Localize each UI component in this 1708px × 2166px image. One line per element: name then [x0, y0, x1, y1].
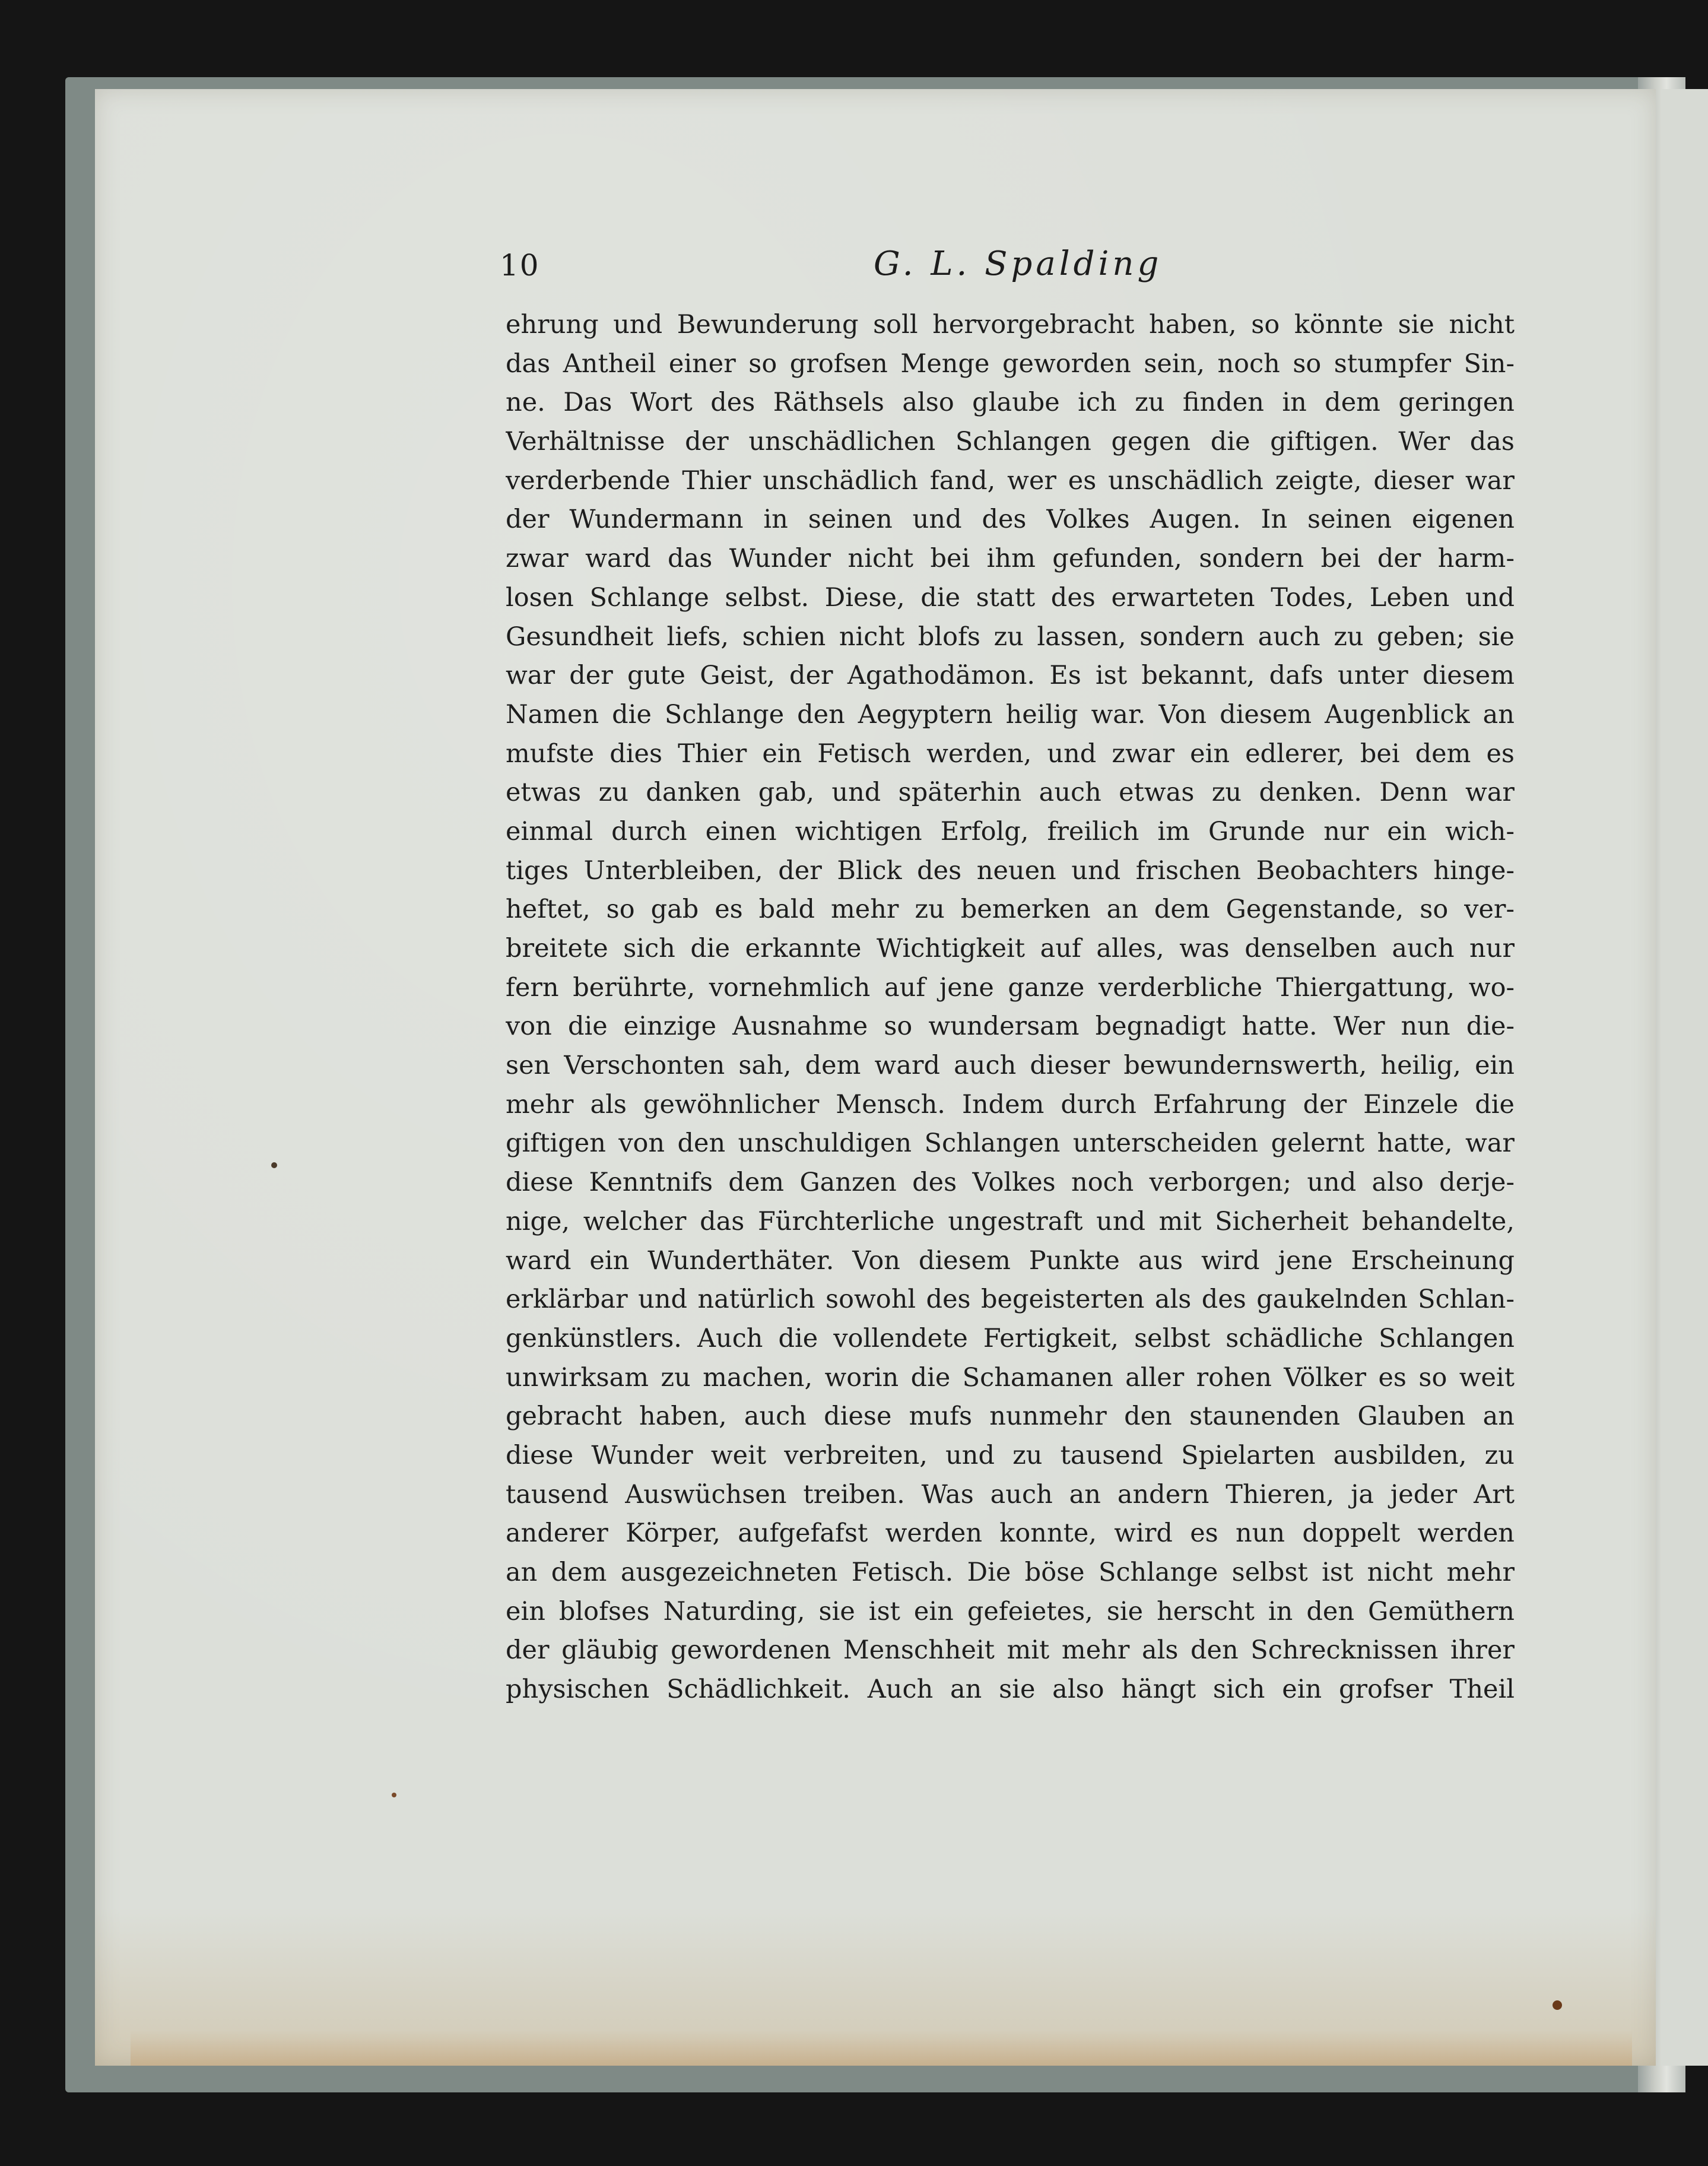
body-text: [506, 306, 1515, 1710]
text-line: ward ein Wunderthäter. Von diesem Punkte aus wird jene Erscheinung: [506, 1245, 1515, 1276]
text-line: war der gute Geist, der Agathodämon. Es ist bekannt, dafs unter diesem: [506, 661, 1515, 691]
facing-page-edge: [1662, 89, 1708, 2066]
text-line: an dem ausgezeichneten Fetisch. Die böse Schlange selbst ist nicht mehr: [506, 1558, 1515, 1587]
text-line: breitete sich die erkannte Wichtigkeit auf alles, was denselben auch nur: [506, 934, 1515, 963]
text-line: das Antheil einer so grofsen Menge geworden sein, noch so stumpfer Sin-: [506, 348, 1515, 379]
foxing-stain: [131, 2030, 1632, 2066]
text-line: giftigen von den unschuldigen Schlangen unterscheiden gelernt hatte, war: [506, 1128, 1515, 1159]
text-line: losen Schlange selbst. Diese, die statt des erwarteten Todes, Leben und: [506, 582, 1515, 613]
text-line: von die einzige Ausnahme so wundersam begnadigt hatte. Wer nun die-: [506, 1011, 1515, 1042]
running-head: G. L. Spalding: [874, 245, 1163, 283]
ink-speck: [271, 1162, 277, 1168]
text-line: genkünstlers. Auch die vollendete Fertigkeit, selbst schädliche Schlangen: [506, 1323, 1515, 1353]
page-header: [500, 245, 1163, 298]
text-line: heftet, so gab es bald mehr zu bemerken an dem Gegenstande, so ver-: [506, 895, 1515, 925]
text-line: gebracht haben, auch diese mufs nunmehr den staunenden Glauben an: [506, 1401, 1515, 1432]
ink-speck: [1553, 2000, 1562, 2010]
text-line: ne. Das Wort des Räthsels also glaube ich zu finden in dem geringen: [506, 388, 1515, 418]
ink-speck: [392, 1793, 396, 1797]
text-line: zwar ward das Wunder nicht bei ihm gefunden, sondern bei der harm-: [506, 544, 1515, 574]
text-line: Gesundheit liefs, schien nicht blofs zu lassen, sondern auch zu geben; sie: [506, 621, 1515, 652]
text-line: fern berührte, vornehmlich auf jene ganze verderbliche Thiergattung, wo-: [506, 972, 1515, 1003]
text-line: mufste dies Thier ein Fetisch werden, und zwar ein edlerer, bei dem es: [506, 738, 1515, 769]
text-line: der gläubig gewordenen Menschheit mit mehr als den Schrecknissen ihrer: [506, 1635, 1515, 1666]
text-line: ein blofses Naturding, sie ist ein gefeietes, sie herscht in den Gemüthern: [506, 1596, 1515, 1626]
text-line: Verhältnisse der unschädlichen Schlangen gegen die giftigen. Wer das: [506, 427, 1515, 457]
text-line: etwas zu danken gab, und späterhin auch etwas zu denken. Denn war: [506, 778, 1515, 808]
text-line: sen Verschonten sah, dem ward auch dieser bewundernswerth, heilig, ein: [506, 1051, 1515, 1081]
page-number: 10: [500, 248, 540, 283]
text-line: unwirksam zu machen, worin die Schamanen aller rohen Völker es so weit: [506, 1362, 1515, 1393]
text-line: erklärbar und natürlich sowohl des begeisterten als des gaukelnden Schlan-: [506, 1285, 1515, 1315]
text-line: nige, welcher das Fürchterliche ungestraft und mit Sicherheit behandelte,: [506, 1206, 1515, 1236]
text-line: der Wundermann in seinen und des Volkes Augen. In seinen eigenen: [506, 505, 1515, 535]
text-line: diese Kenntnifs dem Ganzen des Volkes noch verborgen; und also derje-: [506, 1168, 1515, 1198]
text-line: tausend Auswüchsen treiben. Was auch an andern Thieren, ja jeder Art: [506, 1479, 1515, 1509]
text-line: diese Wunder weit verbreiten, und zu tausend Spielarten ausbilden, zu: [506, 1440, 1515, 1470]
text-line: verderbende Thier unschädlich fand, wer es unschädlich zeigte, dieser war: [506, 465, 1515, 496]
text-line: ehrung und Bewunderung soll hervorgebracht haben, so könnte sie nicht: [506, 310, 1515, 340]
text-line: tiges Unterbleiben, der Blick des neuen und frischen Beobachters hinge-: [506, 855, 1515, 886]
text-line: mehr als gewöhnlicher Mensch. Indem durch Erfahrung der Einzele die: [506, 1089, 1515, 1120]
text-line: Namen die Schlange den Aegyptern heilig war. Von diesem Augenblick an: [506, 699, 1515, 730]
text-line: anderer Körper, aufgefafst werden konnte, wird es nun doppelt werden: [506, 1518, 1515, 1549]
text-line: physischen Schädlichkeit. Auch an sie also hängt sich ein grofser Theil: [506, 1675, 1515, 1705]
text-line: einmal durch einen wichtigen Erfolg, freilich im Grunde nur ein wich-: [506, 816, 1515, 846]
